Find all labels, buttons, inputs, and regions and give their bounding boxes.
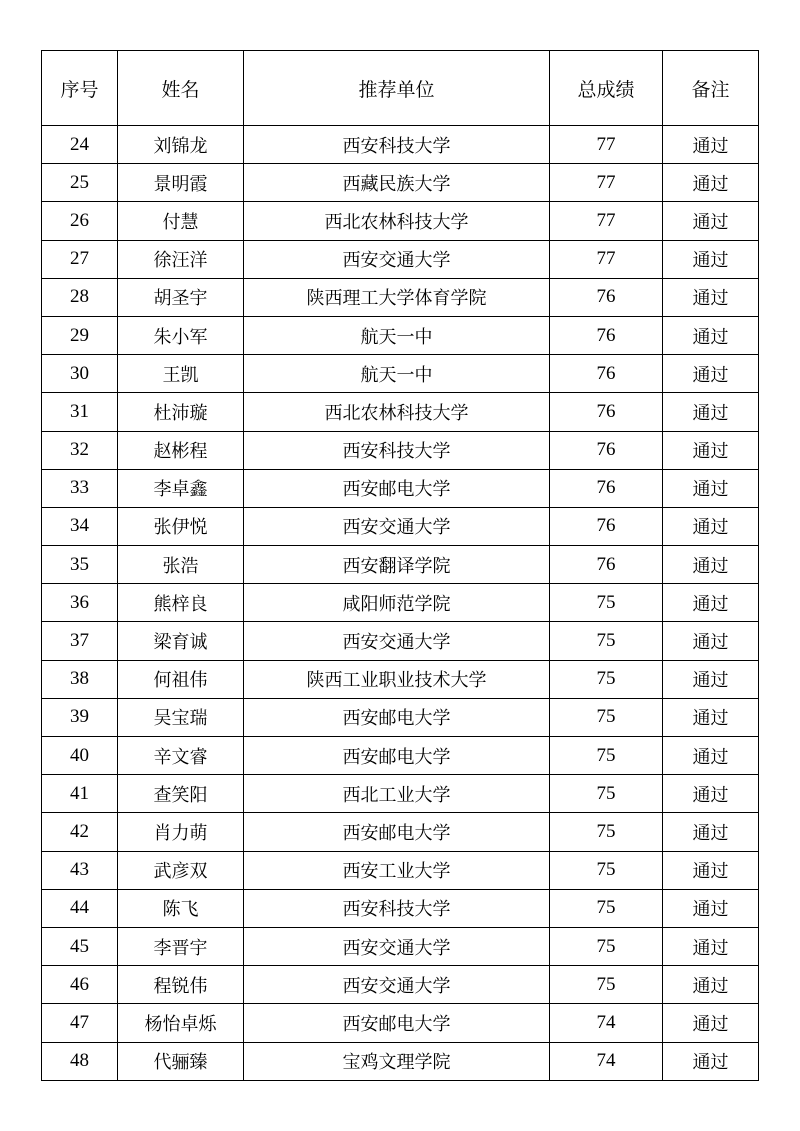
cell-name: 肖力萌 (118, 813, 244, 851)
cell-name: 徐汪洋 (118, 240, 244, 278)
cell-score: 76 (550, 546, 663, 584)
table-row (42, 927, 759, 965)
cell-note: 通过 (663, 737, 759, 775)
cell-unit: 咸阳师范学院 (244, 584, 550, 622)
cell-unit: 航天一中 (244, 316, 550, 354)
cell-index: 43 (42, 851, 118, 889)
table-row (42, 316, 759, 354)
cell-name: 何祖伟 (118, 660, 244, 698)
cell-note: 通过 (663, 1042, 759, 1080)
cell-score: 76 (550, 393, 663, 431)
cell-note: 通过 (663, 202, 759, 240)
cell-index: 44 (42, 889, 118, 927)
cell-note: 通过 (663, 889, 759, 927)
cell-score: 77 (550, 202, 663, 240)
cell-note: 通过 (663, 775, 759, 813)
cell-note: 通过 (663, 966, 759, 1004)
cell-note: 通过 (663, 698, 759, 736)
cell-index: 39 (42, 698, 118, 736)
cell-unit: 陕西工业职业技术大学 (244, 660, 550, 698)
cell-unit: 西安邮电大学 (244, 469, 550, 507)
header-index: 序号 (42, 51, 118, 126)
table-row (42, 775, 759, 813)
table-row (42, 889, 759, 927)
cell-unit: 西安科技大学 (244, 126, 550, 164)
cell-note: 通过 (663, 164, 759, 202)
cell-index: 32 (42, 431, 118, 469)
cell-name: 付慧 (118, 202, 244, 240)
cell-index: 35 (42, 546, 118, 584)
cell-score: 74 (550, 1042, 663, 1080)
cell-index: 45 (42, 927, 118, 965)
cell-score: 76 (550, 507, 663, 545)
cell-note: 通过 (663, 355, 759, 393)
cell-score: 76 (550, 431, 663, 469)
cell-name: 张浩 (118, 546, 244, 584)
cell-index: 34 (42, 507, 118, 545)
cell-unit: 西安交通大学 (244, 966, 550, 1004)
table-row (42, 1042, 759, 1080)
table-row (42, 240, 759, 278)
cell-note: 通过 (663, 278, 759, 316)
cell-score: 75 (550, 775, 663, 813)
cell-unit: 西北农林科技大学 (244, 393, 550, 431)
cell-score: 75 (550, 698, 663, 736)
cell-name: 程锐伟 (118, 966, 244, 1004)
cell-score: 76 (550, 278, 663, 316)
cell-score: 77 (550, 164, 663, 202)
cell-unit: 西安交通大学 (244, 622, 550, 660)
cell-index: 40 (42, 737, 118, 775)
cell-index: 33 (42, 469, 118, 507)
table-row (42, 851, 759, 889)
cell-name: 朱小军 (118, 316, 244, 354)
cell-index: 29 (42, 316, 118, 354)
table-row (42, 1004, 759, 1042)
table-header (42, 51, 759, 126)
cell-name: 熊梓良 (118, 584, 244, 622)
cell-unit: 西北农林科技大学 (244, 202, 550, 240)
table-row (42, 126, 759, 164)
cell-note: 通过 (663, 1004, 759, 1042)
cell-unit: 航天一中 (244, 355, 550, 393)
cell-unit: 西安翻译学院 (244, 546, 550, 584)
cell-score: 75 (550, 966, 663, 1004)
table-row (42, 966, 759, 1004)
cell-index: 48 (42, 1042, 118, 1080)
cell-note: 通过 (663, 126, 759, 164)
table-row (42, 813, 759, 851)
cell-score: 75 (550, 622, 663, 660)
cell-score: 77 (550, 126, 663, 164)
cell-index: 37 (42, 622, 118, 660)
cell-name: 武彦双 (118, 851, 244, 889)
header-name: 姓名 (118, 51, 244, 126)
table-row (42, 469, 759, 507)
cell-name: 梁育诚 (118, 622, 244, 660)
cell-index: 46 (42, 966, 118, 1004)
cell-unit: 西安交通大学 (244, 240, 550, 278)
table-row (42, 202, 759, 240)
cell-index: 25 (42, 164, 118, 202)
cell-index: 26 (42, 202, 118, 240)
cell-name: 刘锦龙 (118, 126, 244, 164)
cell-name: 李晋宇 (118, 927, 244, 965)
cell-unit: 陕西理工大学体育学院 (244, 278, 550, 316)
header-row (42, 51, 759, 126)
header-score: 总成绩 (550, 51, 663, 126)
cell-index: 42 (42, 813, 118, 851)
cell-unit: 西安邮电大学 (244, 813, 550, 851)
cell-score: 75 (550, 851, 663, 889)
cell-note: 通过 (663, 622, 759, 660)
cell-name: 李卓鑫 (118, 469, 244, 507)
cell-index: 27 (42, 240, 118, 278)
cell-unit: 西安工业大学 (244, 851, 550, 889)
cell-score: 77 (550, 240, 663, 278)
cell-name: 代骊臻 (118, 1042, 244, 1080)
cell-score: 74 (550, 1004, 663, 1042)
cell-name: 查笑阳 (118, 775, 244, 813)
table-row (42, 584, 759, 622)
table-row (42, 660, 759, 698)
cell-note: 通过 (663, 240, 759, 278)
cell-name: 辛文睿 (118, 737, 244, 775)
cell-score: 75 (550, 927, 663, 965)
cell-note: 通过 (663, 660, 759, 698)
header-unit: 推荐单位 (244, 51, 550, 126)
table-row (42, 507, 759, 545)
cell-index: 36 (42, 584, 118, 622)
table-row (42, 278, 759, 316)
cell-note: 通过 (663, 584, 759, 622)
cell-score: 75 (550, 584, 663, 622)
cell-name: 赵彬程 (118, 431, 244, 469)
cell-note: 通过 (663, 927, 759, 965)
cell-score: 76 (550, 469, 663, 507)
cell-name: 陈飞 (118, 889, 244, 927)
cell-score: 75 (550, 660, 663, 698)
cell-index: 41 (42, 775, 118, 813)
cell-index: 38 (42, 660, 118, 698)
cell-name: 张伊悦 (118, 507, 244, 545)
cell-score: 76 (550, 355, 663, 393)
table-body (42, 126, 759, 1081)
cell-note: 通过 (663, 813, 759, 851)
table-row (42, 393, 759, 431)
cell-name: 杨怡卓烁 (118, 1004, 244, 1042)
cell-index: 24 (42, 126, 118, 164)
cell-note: 通过 (663, 851, 759, 889)
cell-unit: 宝鸡文理学院 (244, 1042, 550, 1080)
cell-name: 王凯 (118, 355, 244, 393)
cell-score: 75 (550, 813, 663, 851)
cell-note: 通过 (663, 507, 759, 545)
cell-score: 76 (550, 316, 663, 354)
table-row (42, 431, 759, 469)
cell-unit: 西北工业大学 (244, 775, 550, 813)
cell-note: 通过 (663, 431, 759, 469)
cell-name: 吴宝瑞 (118, 698, 244, 736)
results-table (41, 50, 759, 1081)
table-row (42, 164, 759, 202)
cell-unit: 西安邮电大学 (244, 737, 550, 775)
cell-index: 28 (42, 278, 118, 316)
cell-note: 通过 (663, 316, 759, 354)
table-row (42, 737, 759, 775)
table-row (42, 698, 759, 736)
header-note: 备注 (663, 51, 759, 126)
results-sheet (41, 50, 758, 1081)
cell-unit: 西安邮电大学 (244, 1004, 550, 1042)
cell-note: 通过 (663, 393, 759, 431)
table-row (42, 622, 759, 660)
cell-index: 30 (42, 355, 118, 393)
cell-unit: 西安邮电大学 (244, 698, 550, 736)
cell-unit: 西安科技大学 (244, 889, 550, 927)
cell-name: 胡圣宇 (118, 278, 244, 316)
cell-unit: 西安交通大学 (244, 507, 550, 545)
cell-unit: 西安科技大学 (244, 431, 550, 469)
cell-name: 杜沛璇 (118, 393, 244, 431)
table-row (42, 355, 759, 393)
cell-name: 景明霞 (118, 164, 244, 202)
cell-score: 75 (550, 889, 663, 927)
cell-unit: 西安交通大学 (244, 927, 550, 965)
cell-note: 通过 (663, 469, 759, 507)
cell-note: 通过 (663, 546, 759, 584)
cell-unit: 西藏民族大学 (244, 164, 550, 202)
cell-index: 47 (42, 1004, 118, 1042)
cell-index: 31 (42, 393, 118, 431)
cell-score: 75 (550, 737, 663, 775)
table-row (42, 546, 759, 584)
